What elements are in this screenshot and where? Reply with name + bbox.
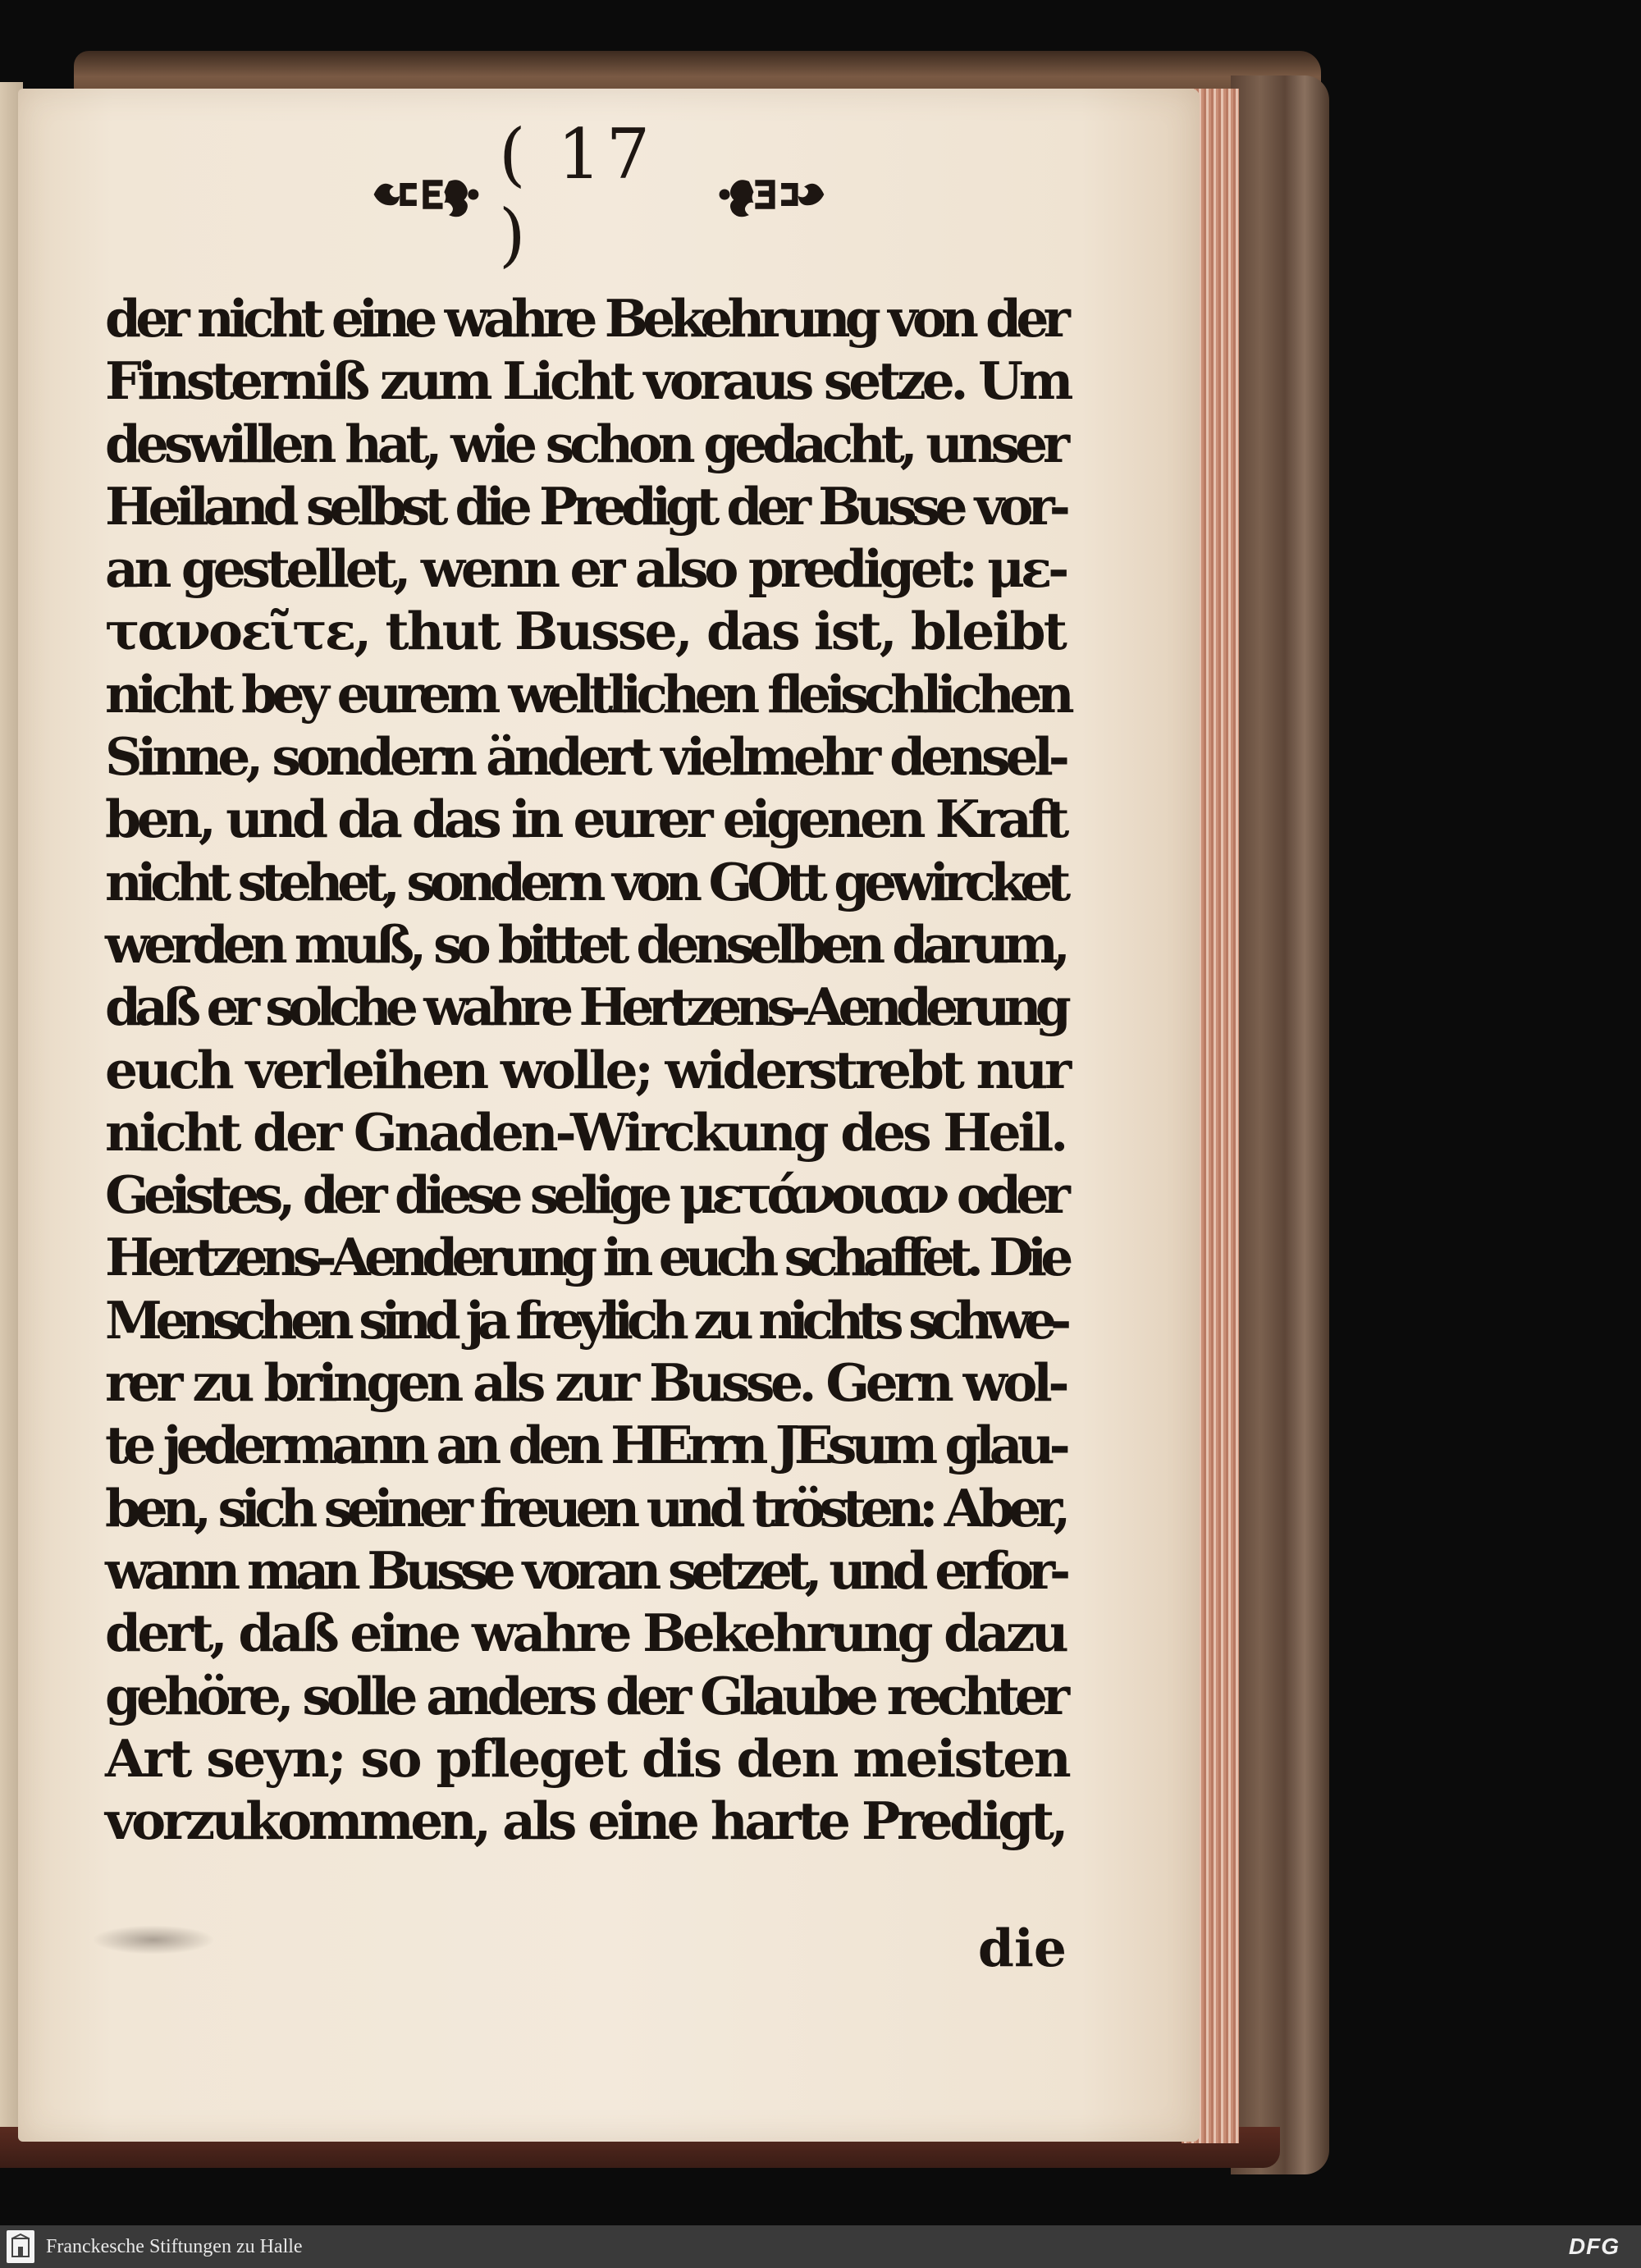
viewer-footer-bar — [0, 2225, 1641, 2268]
text-line: daß er solche wahre Hertzens-Aenderung — [105, 976, 1065, 1038]
book-cover-spine-right — [1231, 75, 1329, 2174]
text-line: τανοεῖτε, thut Busse, das ist, bleibt — [105, 601, 1065, 662]
text-line: wann man Busse voran setzet, und erfor- — [105, 1539, 1066, 1601]
dfg-logo: DFG — [1568, 2234, 1620, 2259]
text-line: nicht bey eurem weltlichen fleischlichen — [105, 663, 1070, 725]
text-line: Art seyn; so pfleget dis den meisten — [105, 1727, 1070, 1789]
text-line: Hertzens-Aenderung in euch schaffet. Die — [105, 1227, 1067, 1288]
text-line: nicht der Gnaden-Wirckung des Heil. — [105, 1101, 1065, 1163]
page-number: ( 17 ) — [498, 114, 656, 275]
text-line: te jedermann an den HErrn JEsum glau- — [105, 1415, 1065, 1476]
text-line: vorzukommen, als eine harte Predigt, — [105, 1790, 1065, 1852]
text-line: Finsterniß zum Licht voraus setze. Um — [105, 350, 1070, 412]
text-line: deswillen hat, wie schon gedacht, unser — [105, 413, 1065, 474]
text-line: Sinne, sondern ändert vielmehr densel- — [105, 726, 1065, 788]
institution-logo-icon — [7, 2230, 34, 2263]
text-line: dert, daß eine wahre Bekehrung dazu — [105, 1603, 1065, 1664]
ornament-left-icon — [369, 166, 484, 223]
page-body-text — [105, 287, 1070, 1852]
footer-institution — [0, 2230, 303, 2263]
catchword: die — [977, 1918, 1067, 1978]
text-line: der nicht eine wahre Bekehrung von der — [105, 288, 1065, 349]
ink-smudge — [92, 1925, 215, 1955]
page-header — [369, 114, 829, 275]
text-line: Menschen sind ja freylich zu nichts schwe- — [105, 1289, 1065, 1351]
text-line: ben, und da das in eurer eigenen Kraft — [105, 789, 1065, 850]
text-line: Geistes, der diese selige μετάνοιαν oder — [105, 1164, 1065, 1226]
text-line: an gestellet, wenn er also prediget: με- — [105, 538, 1065, 600]
text-line: rer zu bringen als zur Busse. Gern wol- — [105, 1352, 1065, 1414]
ornament-right-icon — [714, 166, 829, 223]
text-line: Heiland selbst die Predigt der Busse vor- — [105, 475, 1065, 537]
text-line: nicht stehet, sondern von GOtt gewircket — [105, 851, 1065, 912]
institution-name: Franckesche Stiftungen zu Halle — [46, 2235, 303, 2257]
text-line: gehöre, solle anders der Glaube rechter — [105, 1665, 1065, 1726]
text-line: ben, sich seiner freuen und trösten: Aber, — [105, 1477, 1065, 1539]
text-line: werden muß, so bittet denselben darum, — [105, 913, 1065, 975]
text-line: euch verleihen wolle; widerstrebt nur — [105, 1039, 1069, 1100]
